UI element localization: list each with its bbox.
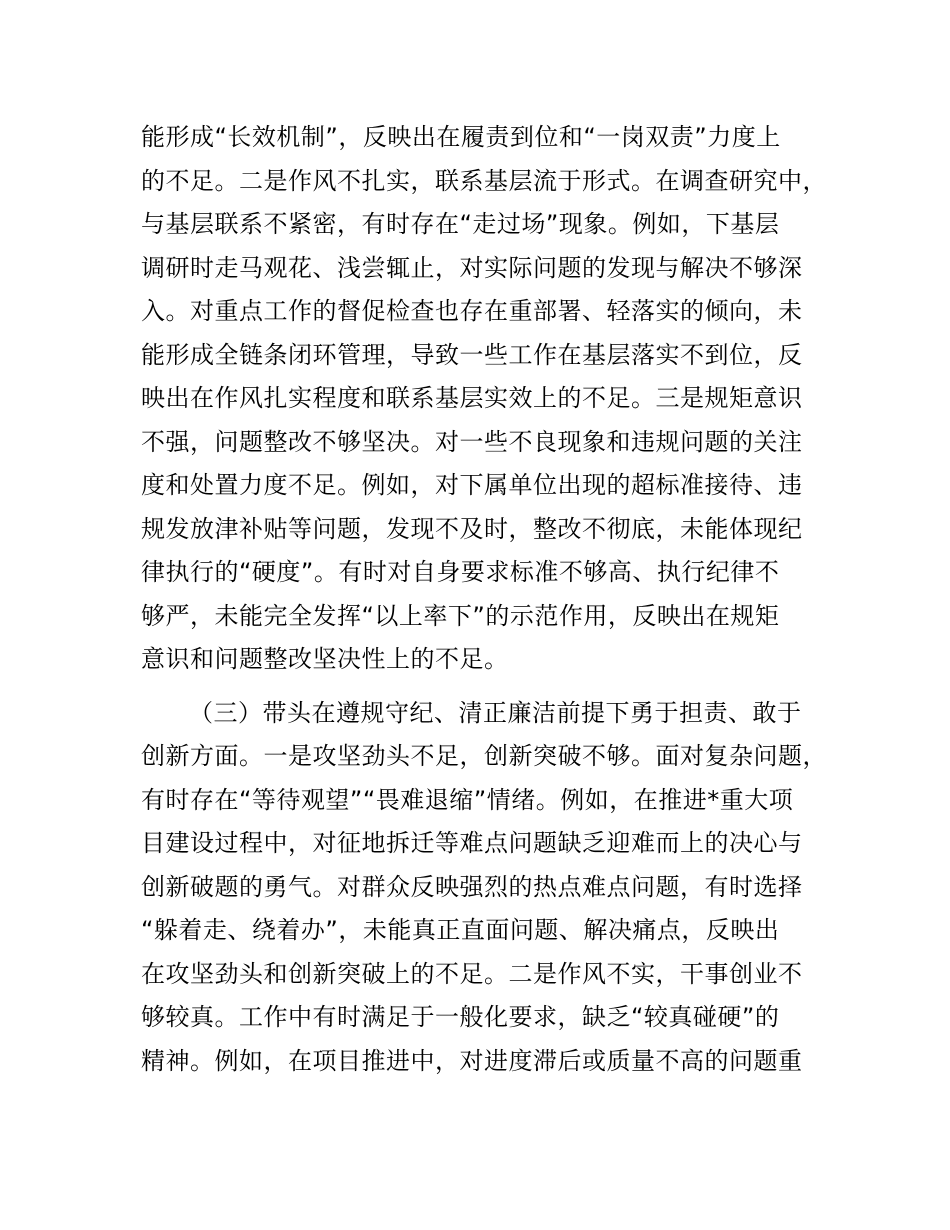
text-line: 的不足。二是作风不扎实，联系基层流于形式。在调查研究中， [141, 166, 827, 195]
text-line: 调研时走马观花、浅尝辄止，对实际问题的发现与解决不够深 [141, 253, 803, 282]
text-line: 意识和问题整改坚决性上的不足。 [141, 645, 509, 673]
text-line: 律执行的“硬度”。有时对自身要求标准不够高、执行纪律不 [141, 558, 780, 586]
text-line: 目建设过程中，对征地拆迁等难点问题缺乏迎难而上的决心与 [141, 829, 803, 857]
text-line: 创新方面。一是攻坚劲头不足，创新突破不够。面对复杂问题， [141, 742, 827, 770]
text-line: 创新破题的勇气。对群众反映强烈的热点难点问题，有时选择 [141, 872, 803, 901]
paragraph-spacer [141, 682, 841, 692]
text-line: 入。对重点工作的督促检查也存在重部署、轻落实的倾向，未 [141, 297, 803, 325]
text-line: 映出在作风扎实程度和联系基层实效上的不足。三是规矩意识 [141, 384, 803, 412]
paragraph-section-three [141, 692, 841, 1084]
text-line: 能形成“长效机制”，反映出在履责到位和“一岗双责”力度上 [141, 123, 781, 151]
paragraph-continuation [141, 116, 841, 682]
text-line: 能形成全链条闭环管理，导致一些工作在基层落实不到位，反 [141, 340, 803, 369]
text-line: “躲着走、绕着办”，未能真正直面问题、解决痛点，反映出 [141, 916, 780, 944]
text-line: 够较真。工作中有时满足于一般化要求，缺乏“较真碰硬”的 [141, 1003, 780, 1031]
text-line: 精神。例如，在项目推进中，对进度滞后或质量不高的问题重 [141, 1046, 803, 1075]
text-line: 与基层联系不紧密，有时存在“走过场”现象。例如，下基层 [141, 210, 780, 238]
text-line: 度和处置力度不足。例如，对下属单位出现的超标准接待、违 [141, 471, 803, 499]
text-line: 有时存在“等待观望”“畏难退缩”情绪。例如，在推进*重大项 [141, 785, 794, 814]
section-heading-line: （三）带头在遵规守纪、清正廉洁前提下勇于担责、敢于 [189, 698, 802, 727]
document-body [141, 116, 841, 1083]
text-line: 不强，问题整改不够坚决。对一些不良现象和违规问题的关注 [141, 427, 803, 456]
text-line: 规发放津补贴等问题，发现不及时，整改不彻底，未能体现纪 [141, 514, 803, 543]
text-line: 在攻坚劲头和创新突破上的不足。二是作风不实，干事创业不 [141, 959, 803, 988]
text-line: 够严，未能完全发挥“以上率下”的示范作用，反映出在规矩 [141, 601, 780, 630]
